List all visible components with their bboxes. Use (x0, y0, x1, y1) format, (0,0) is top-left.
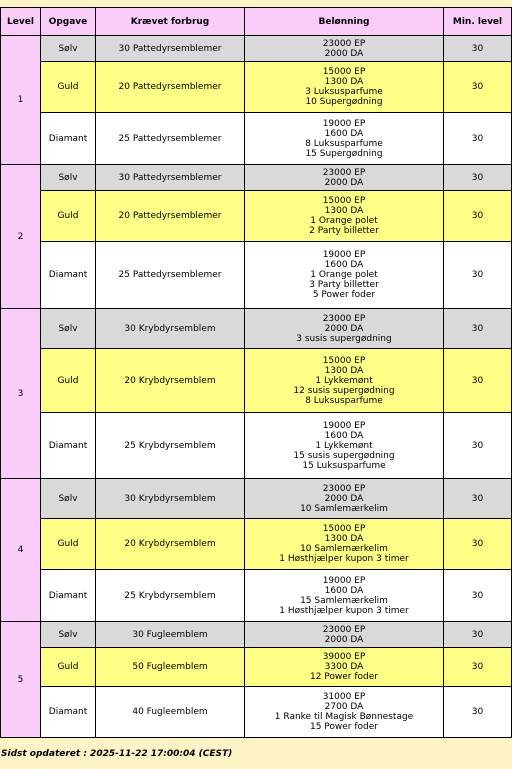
table-row (1, 309, 512, 349)
reward-line: 2000 DA (324, 177, 364, 188)
reward-line: 8 Luksusparfume (305, 138, 383, 149)
reward-line: 1 Ranke til Magisk Bønnestage (274, 712, 414, 722)
reward-line: 8 Luksusparfume (305, 395, 383, 406)
reward-line: 1600 DA (324, 128, 364, 139)
required-cell: 20 Pattedyrsemblemer (96, 62, 245, 113)
required-cell: 30 Fugleemblem (96, 622, 245, 648)
required-cell: 30 Krybdyrsemblem (96, 479, 245, 519)
reward-line: 2700 DA (324, 702, 364, 712)
required-cell: 25 Pattedyrsemblemer (96, 113, 245, 165)
reward-line: 23000 EP (322, 624, 366, 635)
reward-line: 1 Lykkemønt (315, 440, 373, 451)
reward-line: 2000 DA (324, 493, 364, 504)
table-row (1, 349, 512, 413)
task-cell: Sølv (41, 309, 96, 349)
table-row (1, 413, 512, 479)
min-level-cell: 30 (444, 36, 512, 62)
reward-cell (245, 413, 444, 479)
reward-line: 10 Samlemærkelim (300, 544, 388, 554)
task-cell: Sølv (41, 36, 96, 62)
reward-line: 19000 EP (322, 118, 366, 129)
table-row (1, 479, 512, 519)
min-level-cell: 30 (444, 622, 512, 648)
level-cell: 2 (1, 165, 41, 309)
reward-line: 1600 DA (324, 260, 364, 270)
min-level-cell: 30 (444, 62, 512, 113)
min-level-cell: 30 (444, 113, 512, 165)
reward-line: 1 Orange polet (310, 216, 378, 226)
reward-line: 15000 EP (322, 524, 366, 534)
table-row (1, 165, 512, 191)
reward-line: 10 Samlemærkelim (300, 503, 388, 514)
min-level-cell: 30 (444, 648, 512, 687)
level-cell: 3 (1, 309, 41, 479)
reward-line: 2 Party billetter (309, 226, 379, 236)
reward-line: 5 Power foder (312, 290, 376, 300)
reward-line: 31000 EP (322, 692, 366, 702)
reward-line: 39000 EP (322, 652, 366, 662)
min-level-cell: 30 (444, 309, 512, 349)
reward-cell (245, 479, 444, 519)
reward-line: 15 Samlemærkelim (300, 595, 388, 606)
level-cell: 4 (1, 479, 41, 622)
reward-line: 1300 DA (324, 206, 364, 216)
header-required: Krævet forbrug (96, 8, 245, 36)
reward-cell (245, 36, 444, 62)
reward-line: 3 Party billetter (309, 280, 379, 290)
reward-cell (245, 165, 444, 191)
reward-line: 15000 EP (322, 67, 366, 77)
header-min-level: Min. level (444, 8, 512, 36)
required-cell: 30 Pattedyrsemblemer (96, 165, 245, 191)
reward-line: 1300 DA (324, 534, 364, 544)
min-level-cell: 30 (444, 687, 512, 738)
reward-line: 23000 EP (322, 483, 366, 494)
task-cell: Sølv (41, 622, 96, 648)
table-row (1, 36, 512, 62)
reward-cell (245, 309, 444, 349)
task-cell: Guld (41, 191, 96, 242)
reward-line: 2000 DA (324, 634, 364, 645)
task-cell: Diamant (41, 687, 96, 738)
min-level-cell: 30 (444, 479, 512, 519)
required-cell: 20 Krybdyrsemblem (96, 519, 245, 570)
reward-cell (245, 349, 444, 413)
reward-line: 1600 DA (324, 430, 364, 441)
table-row (1, 622, 512, 648)
min-level-cell: 30 (444, 191, 512, 242)
reward-line: 15 Power foder (309, 722, 378, 732)
min-level-cell: 30 (444, 165, 512, 191)
header-reward: Belønning (245, 8, 444, 36)
level-cell: 5 (1, 622, 41, 738)
reward-line: 12 Power foder (309, 672, 378, 682)
reward-cell (245, 687, 444, 738)
header-task: Opgave (41, 8, 96, 36)
min-level-cell: 30 (444, 413, 512, 479)
reward-line: 1600 DA (324, 585, 364, 596)
required-cell: 25 Krybdyrsemblem (96, 570, 245, 622)
task-cell: Diamant (41, 242, 96, 309)
reward-line: 19000 EP (322, 250, 366, 260)
reward-line: 1 Lykkemønt (315, 375, 373, 386)
header-level: Level (1, 8, 41, 36)
table-row (1, 191, 512, 242)
required-cell: 40 Fugleemblem (96, 687, 245, 738)
task-cell: Guld (41, 62, 96, 113)
reward-line: 1 Orange polet (310, 270, 378, 280)
reward-cell (245, 191, 444, 242)
reward-line: 12 susis supergødning (293, 385, 395, 396)
reward-line: 23000 EP (322, 167, 366, 178)
reward-line: 19000 EP (322, 420, 366, 431)
reward-line: 3 Luksusparfume (305, 87, 383, 97)
reward-cell (245, 113, 444, 165)
task-cell: Guld (41, 648, 96, 687)
required-cell: 20 Pattedyrsemblemer (96, 191, 245, 242)
reward-line: 15 Luksusparfume (302, 460, 386, 471)
reward-line: 15000 EP (322, 355, 366, 366)
table-row (1, 687, 512, 738)
table-row (1, 242, 512, 309)
reward-line: 19000 EP (322, 575, 366, 586)
task-cell: Diamant (41, 570, 96, 622)
reward-line: 1300 DA (324, 77, 364, 87)
required-cell: 20 Krybdyrsemblem (96, 349, 245, 413)
reward-line: 1 Høsthjælper kupon 3 timer (279, 605, 409, 616)
task-cell: Sølv (41, 479, 96, 519)
table-row (1, 113, 512, 165)
min-level-cell: 30 (444, 570, 512, 622)
reward-line: 15 Supergødning (305, 148, 383, 159)
table-body (1, 36, 512, 738)
last-updated-footer: Sidst opdateret : 2025-11-22 17:00:04 (CEST) (1, 749, 233, 759)
required-cell: 30 Pattedyrsemblemer (96, 36, 245, 62)
reward-line: 2000 DA (324, 48, 364, 59)
reward-table (0, 7, 512, 738)
required-cell: 25 Pattedyrsemblemer (96, 242, 245, 309)
reward-line: 3300 DA (324, 662, 364, 672)
level-cell: 1 (1, 36, 41, 165)
required-cell: 50 Fugleemblem (96, 648, 245, 687)
reward-line: 23000 EP (322, 38, 366, 49)
reward-table-container (0, 7, 512, 738)
task-cell: Guld (41, 349, 96, 413)
min-level-cell: 30 (444, 349, 512, 413)
reward-line: 1300 DA (324, 365, 364, 376)
table-row (1, 62, 512, 113)
table-row (1, 570, 512, 622)
reward-cell (245, 242, 444, 309)
task-cell: Guld (41, 519, 96, 570)
reward-cell (245, 62, 444, 113)
task-cell: Diamant (41, 113, 96, 165)
reward-cell (245, 519, 444, 570)
table-row (1, 648, 512, 687)
reward-line: 2000 DA (324, 323, 364, 334)
reward-line: 15000 EP (322, 196, 366, 206)
reward-line: 10 Supergødning (305, 97, 383, 107)
min-level-cell: 30 (444, 519, 512, 570)
reward-line: 3 susis supergødning (296, 333, 392, 344)
task-cell: Diamant (41, 413, 96, 479)
reward-cell (245, 622, 444, 648)
reward-line: 1 Høsthjælper kupon 3 timer (279, 554, 409, 564)
reward-cell (245, 648, 444, 687)
required-cell: 30 Krybdyrsemblem (96, 309, 245, 349)
reward-cell (245, 570, 444, 622)
table-row (1, 519, 512, 570)
table-header-row (1, 8, 512, 36)
reward-line: 15 susis supergødning (293, 450, 395, 461)
task-cell: Sølv (41, 165, 96, 191)
reward-line: 23000 EP (322, 313, 366, 324)
min-level-cell: 30 (444, 242, 512, 309)
required-cell: 25 Krybdyrsemblem (96, 413, 245, 479)
